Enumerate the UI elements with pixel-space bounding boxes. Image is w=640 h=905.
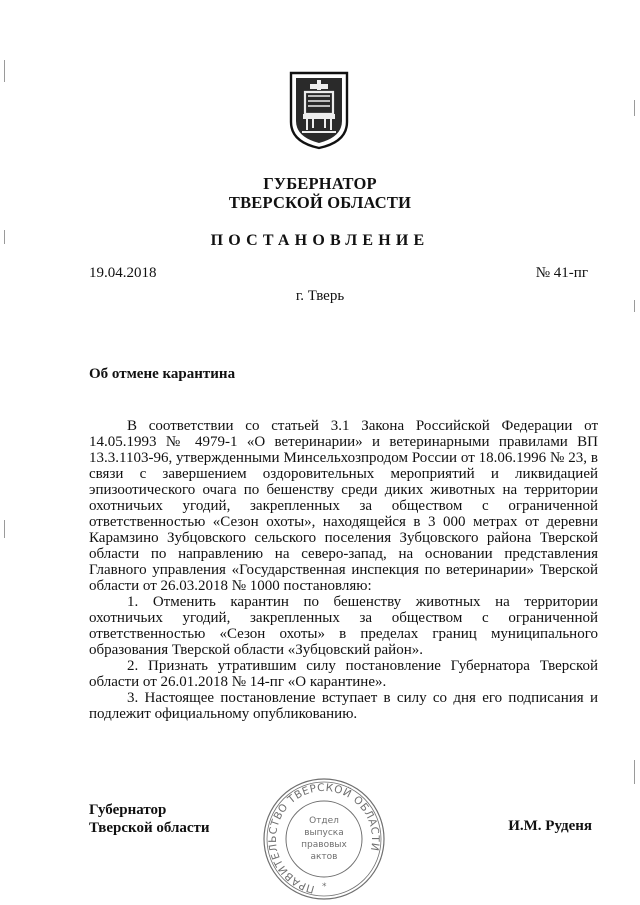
svg-text:выпуска: выпуска bbox=[304, 828, 344, 838]
svg-text:актов: актов bbox=[310, 852, 338, 862]
document-number: № 41-пг bbox=[535, 265, 588, 281]
official-stamp bbox=[258, 777, 390, 905]
scan-edge-mark bbox=[4, 520, 5, 538]
issuer-title: ГУБЕРНАТОР bbox=[263, 174, 377, 193]
signatory-position-line2: Тверской области bbox=[89, 820, 210, 836]
clause-3-paragraph: 3. Настоящее постановление вступает в силу со дня его подписания и подлежит официальному опубликованию. bbox=[89, 690, 598, 722]
svg-text:Отдел: Отдел bbox=[309, 816, 339, 826]
document-type: ПОСТАНОВЛЕНИЕ bbox=[210, 232, 430, 249]
scan-edge-mark bbox=[634, 100, 635, 116]
coat-of-arms-emblem bbox=[288, 70, 350, 150]
document-subject: Об отмене карантина bbox=[89, 366, 236, 382]
issuer-region: ТВЕРСКОЙ ОБЛАСТИ bbox=[228, 193, 412, 212]
svg-text:ПРАВИТЕЛЬСТВО ТВЕРСКОЙ ОБЛАСТИ: ПРАВИТЕЛЬСТВО ТВЕРСКОЙ ОБЛАСТИ bbox=[266, 781, 382, 896]
document-date: 19.04.2018 bbox=[89, 265, 157, 281]
scan-edge-mark bbox=[4, 230, 5, 244]
svg-text:правовых: правовых bbox=[301, 840, 347, 850]
signatory-name: И.М. Руденя bbox=[508, 818, 592, 834]
scan-edge-mark bbox=[4, 60, 5, 82]
document-body bbox=[89, 418, 598, 722]
signatory-position-line1: Губернатор bbox=[89, 802, 167, 818]
signatory-position bbox=[89, 801, 210, 837]
scan-edge-mark bbox=[634, 300, 635, 312]
clause-1-paragraph: 1. Отменить карантин по бешенству животных на территории охотничьих угодий, закрепленных за обществом с ограниченной ответственностью «Сезон охоты» в пределах границ муниципального образования Тверской области «Зубцовский район». bbox=[89, 594, 598, 658]
document-city: г. Тверь bbox=[295, 288, 345, 304]
preamble-paragraph: В соответствии со статьей 3.1 Закона Российской Федерации от 14.05.1993 № 4979-1 «О ветеринарии» и ветеринарными правилами ВП 13.3.1103-96, утвержденными Минсельхозпродом России от 18.06.1996 № 23, в связи с завершением оздоровительных мероприятий и ликвидацией эпизоотического очага по бешенству среди диких животных на территории охотничьих угодий, закрепленных за обществом с ограниченной ответственностью «Сезон охоты», находящейся в 3 000 метрах от деревни Карамзино Зубцовского сельского поселения Зубцовского района Тверской области по направлению на северо-запад, на основании представления Главного управления «Государственная инспекция по ветеринарии» Тверской области от 26.03.2018 № 1000 постановляю: bbox=[89, 418, 598, 594]
svg-text:*: * bbox=[322, 882, 327, 892]
scan-edge-mark bbox=[634, 760, 635, 784]
clause-2-paragraph: 2. Признать утратившим силу постановление Губернатора Тверской области от 26.01.2018 № 14-пг «О карантине». bbox=[89, 658, 598, 690]
